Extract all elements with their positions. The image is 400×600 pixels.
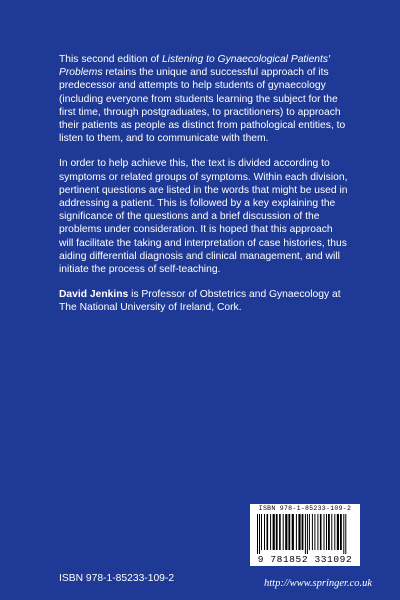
author-bio-text: is Professor of Obstetrics and Gynaecology at The National University of Ireland, Cork. bbox=[59, 289, 341, 314]
barcode-bar bbox=[307, 514, 308, 554]
book-title: Listening to Gynaecological Patients' Problems bbox=[59, 54, 330, 79]
blurb-paragraph-2: In order to help achieve this, the text is divided according to symptoms or related groups of symptoms. Within each division, pertinent questions are listed in the words that might be used in addressing a patient. This is followed by a key explaining the significance of the questions and a brief discussion of the problems under consideration. It is hoped that this approach will facilitate the taking and interpretation of case histories, thus aiding differential diagnosis and clinical management, and will initiate the process of self-teaching. bbox=[59, 158, 348, 276]
barcode-bar bbox=[312, 514, 313, 550]
barcode-bar bbox=[314, 514, 315, 550]
isbn-barcode bbox=[250, 504, 360, 566]
blurb-p1-intro: This second edition of bbox=[59, 54, 163, 65]
barcode-bar bbox=[309, 514, 310, 550]
barcode-digits: 9 781852 331092 bbox=[257, 554, 353, 565]
back-cover-blurb bbox=[59, 53, 349, 327]
barcode-bar bbox=[331, 514, 332, 550]
barcode-isbn-label: ISBN 978-1-85233-109-2 bbox=[258, 505, 352, 512]
barcode-bar bbox=[292, 514, 294, 550]
barcode-bar bbox=[279, 514, 281, 550]
barcode-bar bbox=[257, 514, 258, 554]
barcode-bar bbox=[273, 514, 275, 550]
barcode-bar bbox=[305, 514, 306, 554]
barcode-bar bbox=[320, 514, 322, 550]
barcode-bar bbox=[334, 514, 335, 550]
barcode-bar bbox=[343, 514, 344, 554]
barcode-bar bbox=[264, 514, 265, 550]
barcode-bar bbox=[267, 514, 269, 550]
barcode-bar bbox=[337, 514, 339, 550]
author-bio bbox=[59, 288, 349, 314]
blurb-paragraph-1 bbox=[59, 53, 349, 145]
barcode-bar bbox=[298, 514, 300, 550]
barcode-bar bbox=[328, 514, 330, 550]
barcode-bar bbox=[317, 514, 318, 550]
barcode-bar bbox=[345, 514, 346, 554]
barcode-bar bbox=[324, 514, 325, 550]
barcode-bar bbox=[296, 514, 297, 550]
barcode-bar bbox=[270, 514, 271, 550]
barcode-bar bbox=[276, 514, 278, 550]
barcode-bar bbox=[283, 514, 284, 550]
isbn-text: ISBN 978-1-85233-109-2 bbox=[59, 573, 175, 584]
barcode-bars bbox=[255, 514, 355, 554]
author-name: David Jenkins bbox=[59, 289, 129, 301]
barcode-bar bbox=[340, 514, 342, 550]
publisher-url: http://www.springer.co.uk bbox=[264, 578, 373, 589]
barcode-bar bbox=[302, 514, 304, 550]
barcode-bar bbox=[261, 514, 262, 550]
blurb-p1-body: retains the unique and successful approach of its predecessor and attempts to help students of gynaecology (including everyone from students learning the subject for the first time, through postgraduates, to practitioners) to approach their patients as people as distinct from pathological entities, to listen to them, and to communicate with them. bbox=[59, 67, 346, 145]
barcode-bar bbox=[288, 514, 290, 550]
barcode-bar bbox=[259, 514, 260, 554]
barcode-bar bbox=[285, 514, 287, 550]
barcode-bar bbox=[326, 514, 327, 550]
